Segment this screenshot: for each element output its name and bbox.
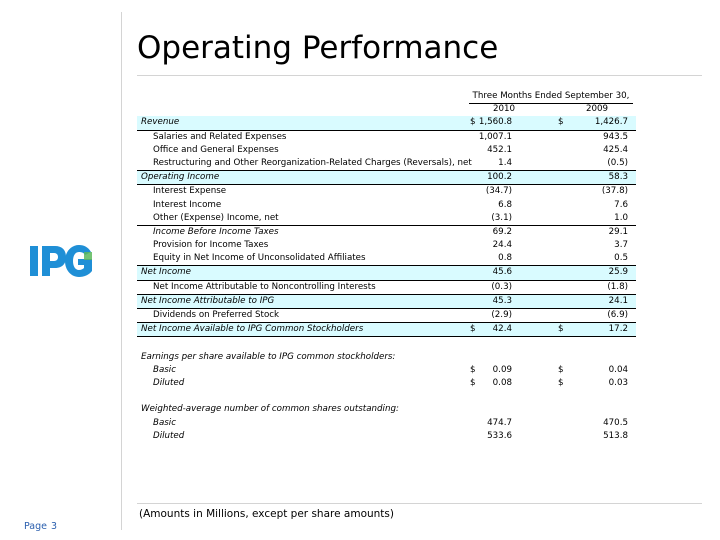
row-label: Revenue — [141, 117, 180, 128]
value-2010: 100.2 — [487, 172, 512, 183]
value-2010: 45.6 — [492, 267, 512, 278]
footer-rule — [137, 503, 702, 504]
row-label: Dividends on Preferred Stock — [153, 310, 280, 320]
value-2009: 0.5 — [614, 253, 628, 264]
row-label: Office and General Expenses — [153, 144, 279, 155]
table-row — [137, 116, 636, 130]
value-2010: 0.08 — [492, 377, 512, 388]
table-row — [137, 239, 636, 252]
row-label: Basic — [153, 364, 176, 375]
dollar-sign: $ — [558, 377, 564, 388]
spacer — [137, 337, 636, 350]
table-row — [137, 185, 636, 198]
value-2009: 0.04 — [608, 364, 628, 375]
value-2009: 0.03 — [608, 377, 628, 388]
eps-heading: Earnings per share available to IPG common stockholders: — [141, 351, 396, 362]
page-number-value: 3 — [51, 521, 58, 532]
row-label: Operating Income — [141, 172, 220, 183]
table-row — [137, 199, 636, 212]
value-2009: 470.5 — [603, 417, 628, 428]
row-label: Salaries and Related Expenses — [153, 131, 287, 142]
shares-heading: Weighted-average number of common shares outstanding: — [141, 404, 399, 415]
value-2010: (3.1) — [491, 212, 512, 223]
table-row — [137, 309, 636, 323]
row-label: Interest Income — [153, 199, 222, 210]
dollar-sign: $ — [558, 117, 564, 128]
table-row — [137, 323, 636, 337]
value-2010: 0.8 — [498, 253, 512, 264]
dollar-sign: $ — [470, 364, 476, 375]
year-header-2010: 2010 — [481, 103, 527, 117]
value-2009: 3.7 — [614, 240, 628, 251]
table-row — [137, 171, 636, 185]
value-2010: 6.8 — [498, 199, 512, 210]
table-row — [137, 252, 636, 266]
table-row — [137, 212, 636, 226]
row-label: Income Before Income Taxes — [153, 226, 279, 237]
value-2009: 425.4 — [603, 144, 628, 155]
row-label: Basic — [153, 417, 176, 428]
value-2009: 58.3 — [608, 172, 628, 183]
value-2010: (34.7) — [485, 186, 512, 197]
logo-letter-p — [42, 246, 66, 276]
table-row — [137, 430, 636, 443]
dollar-sign: $ — [470, 377, 476, 388]
value-2010: 1.4 — [498, 157, 512, 168]
row-label: Equity in Net Income of Unconsolidated Affiliates — [153, 253, 366, 264]
value-2010: 45.3 — [492, 295, 512, 306]
table-row — [137, 417, 636, 430]
value-2010: 69.2 — [492, 226, 512, 237]
value-2009: 17.2 — [608, 324, 628, 335]
value-2010: 1,560.8 — [478, 117, 512, 128]
row-label: Restructuring and Other Reorganization-Related Charges (Reversals), net — [153, 157, 472, 168]
table-row — [137, 144, 636, 157]
value-2009: (0.5) — [607, 157, 628, 168]
value-2010: 533.6 — [487, 430, 512, 441]
vertical-divider — [121, 12, 122, 530]
dollar-sign: $ — [558, 324, 564, 335]
row-label: Diluted — [153, 430, 185, 441]
value-2010: 1,007.1 — [478, 131, 512, 142]
value-2009: 1,426.7 — [594, 117, 628, 128]
row-label: Diluted — [153, 377, 185, 388]
operating-performance-table — [137, 90, 636, 443]
dollar-sign: $ — [558, 364, 564, 375]
value-2009: 25.9 — [608, 267, 628, 278]
table-row — [137, 364, 636, 377]
table-row — [137, 131, 636, 144]
row-label: Provision for Income Taxes — [153, 240, 269, 251]
value-2010: 452.1 — [487, 144, 512, 155]
page-number — [24, 521, 57, 532]
dollar-sign: $ — [470, 117, 476, 128]
header-year-row — [137, 103, 636, 116]
row-label: Net Income Attributable to IPG — [141, 295, 275, 306]
value-2010: 42.4 — [492, 324, 512, 335]
value-2009: 24.1 — [608, 295, 628, 306]
value-2009: 7.6 — [614, 199, 628, 210]
value-2009: (37.8) — [601, 186, 628, 197]
value-2010: (2.9) — [491, 310, 512, 320]
spacer — [137, 390, 636, 403]
amounts-footnote: (Amounts in Millions, except per share amounts) — [139, 508, 394, 520]
page-label-text: Page — [24, 521, 47, 532]
value-2009: 513.8 — [603, 430, 628, 441]
value-2010: 0.09 — [492, 364, 512, 375]
eps-heading-row — [137, 351, 636, 364]
logo-accent — [84, 252, 92, 260]
value-2010: (0.3) — [491, 281, 512, 292]
value-2010: 474.7 — [487, 417, 512, 428]
page-title: Operating Performance — [137, 30, 499, 66]
value-2009: 29.1 — [608, 226, 628, 237]
table-row — [137, 157, 636, 171]
row-label: Net Income — [141, 267, 191, 278]
year-header-2009: 2009 — [567, 103, 627, 117]
value-2009: (6.9) — [607, 310, 628, 320]
value-2009: 943.5 — [603, 131, 628, 142]
shares-heading-row — [137, 403, 636, 416]
title-rule — [137, 75, 702, 76]
value-2009: (1.8) — [607, 281, 628, 292]
row-label: Other (Expense) Income, net — [153, 212, 279, 223]
table-row — [137, 295, 636, 309]
table-row — [137, 281, 636, 295]
period-header: Three Months Ended September 30, — [469, 90, 633, 104]
table-row — [137, 266, 636, 280]
header-period-row — [137, 90, 636, 103]
table-row — [137, 377, 636, 390]
row-label: Interest Expense — [153, 186, 227, 197]
row-label: Net Income Attributable to Noncontrolling Interests — [153, 281, 376, 292]
value-2009: 1.0 — [614, 212, 628, 223]
value-2010: 24.4 — [492, 240, 512, 251]
logo-letter-i — [30, 246, 38, 276]
table-row — [137, 226, 636, 239]
logo-letter-g — [65, 245, 92, 277]
row-label: Net Income Available to IPG Common Stockholders — [141, 324, 364, 335]
dollar-sign: $ — [470, 324, 476, 335]
ipg-logo — [29, 244, 93, 278]
